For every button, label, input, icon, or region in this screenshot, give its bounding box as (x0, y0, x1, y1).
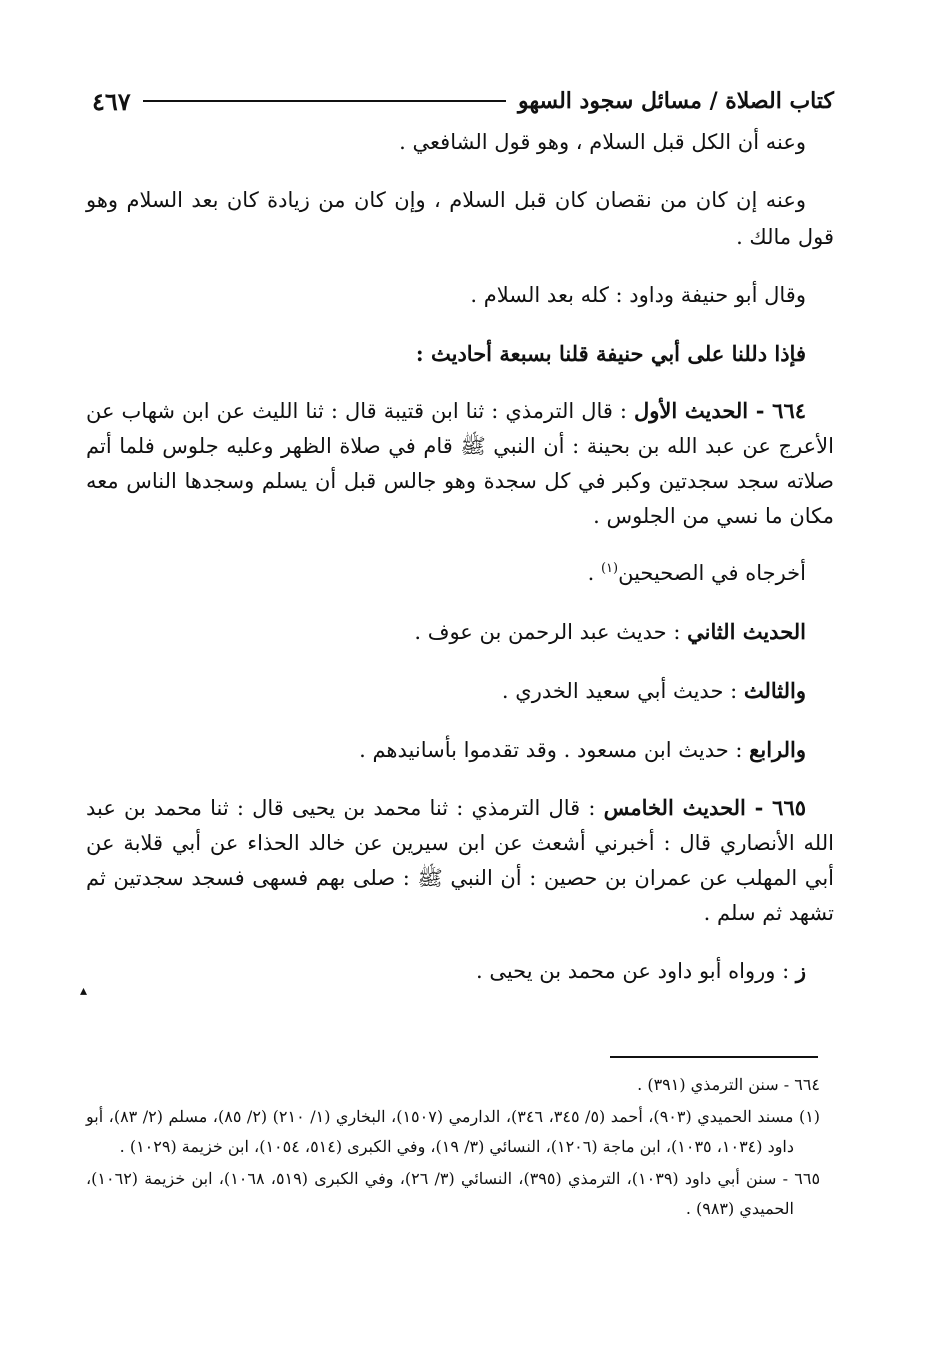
running-header (92, 84, 834, 118)
footnote-1: (١) مسند الحميدي (٩٠٣)، أحمد (٥/ ٣٤٥، ٣٤٦)، الدارمي (١٥٠٧)، البخاري (١/ ٢١٠) (٢/ ٨٥)، مسلم (٢/ ٨٣)، أبو داود (١٠٣٤، ١٠٣٥)، ابن ماجة (١٢٠٦)، النسائي (٣/ ١٩)، وفي الكبرى (٥١٤، ١٠٥٤)، ابن خزيمة (١٠٢٩) . (86, 1107, 821, 1156)
footnote-rule (610, 1056, 818, 1058)
footnote-665: ٦٦٥ - سنن أبي داود (١٠٣٩)، الترمذي (٣٩٥)، النسائي (٣/ ٢٦)، وفي الكبرى (٥١٩، ١٠٦٨)، ابن خزيمة (١٠٦٢)، الحميدي (٩٨٣) . (86, 1169, 821, 1218)
paragraph-fourth-hadith (86, 731, 834, 769)
page-number: ٤٦٧ (92, 86, 131, 116)
paragraph-shafii: وعنه أن الكل قبل السلام ، وهو قول الشافعي . (399, 130, 806, 154)
hadith-664 (86, 393, 834, 534)
paragraph-seven-hadiths: فإذا دللنا على أبي حنيفة قلنا بسبعة أحاديث : (415, 341, 806, 366)
footnote-664: ٦٦٤ - سنن الترمذي (٣٩١) . (637, 1075, 820, 1094)
sahihain-end: . (587, 561, 601, 585)
hadith-number: ٦٦٥ - (745, 795, 807, 820)
paragraph-third-hadith (86, 672, 834, 710)
hadith-text: : قال الترمذي : ثنا ابن قتيبة قال : ثنا الليث عن ابن شهاب عن الأعرج عن عبد الله بن بحينة : أن النبي ﷺ قام في صلاة الظهر وعليه جلوس فلما أتم صلاته سجد سجدتين وكبر في كل سجدة وهو جالس قبل أن يسلم وسجدها الناس معه مكان ما نسي من الجلوس . (86, 399, 834, 528)
fourth-label: والرابع (749, 737, 806, 762)
paragraph-malik: وعنه إن كان من نقصان كان قبل السلام ، وإن كان من زيادة كان بعد السلام وهو قول مالك . (86, 188, 834, 249)
paragraph-second-hadith (86, 613, 834, 651)
zawaid-text: : ورواه أبو داود عن محمد بن يحيى . (475, 959, 796, 983)
hadith-text: : قال الترمذي : ثنا محمد بن يحيى قال : ثنا محمد بن عبد الله الأنصاري قال : أخبرني أشعث عن ابن سيرين عن خالد الحذاء عن أبي قلابة عن أبي المهلب عن عمران بن حصين : أن النبي ﷺ : صلى بهم فسهى فسجد سجدتين ثم تشهد ثم سلم . (86, 796, 834, 925)
paragraph-abu-hanifa: وقال أبو حنيفة وداود : كله بعد السلام . (470, 283, 806, 307)
footnote-ref: (١) (600, 561, 619, 576)
paragraph-zawaid (86, 952, 834, 990)
hadith-665 (86, 790, 834, 931)
chapter-title: كتاب الصلاة / مسائل سجود السهو (517, 88, 834, 114)
paragraph-sahihain (86, 555, 834, 592)
second-text: : حديث عبد الرحمن بن عوف . (414, 620, 688, 644)
sahihain-text: أخرجاه في الصحيحين (618, 561, 806, 585)
footnotes (86, 1070, 820, 1226)
third-text: : حديث أبي سعيد الخدري . (501, 679, 744, 703)
second-label: الحديث الثاني (687, 619, 806, 644)
stray-mark: ▴ (80, 983, 88, 999)
header-rule (143, 100, 506, 102)
main-text (86, 124, 834, 1011)
hadith-label: الحديث الخامس (603, 795, 746, 820)
zawaid-label: ز (795, 958, 806, 983)
hadith-number: ٦٦٤ - (748, 398, 807, 423)
third-label: والثالث (743, 678, 806, 703)
fourth-text: : حديث ابن مسعود . وقد تقدموا بأسانيدهم . (359, 738, 750, 762)
hadith-label: الحديث الأول (634, 398, 749, 423)
